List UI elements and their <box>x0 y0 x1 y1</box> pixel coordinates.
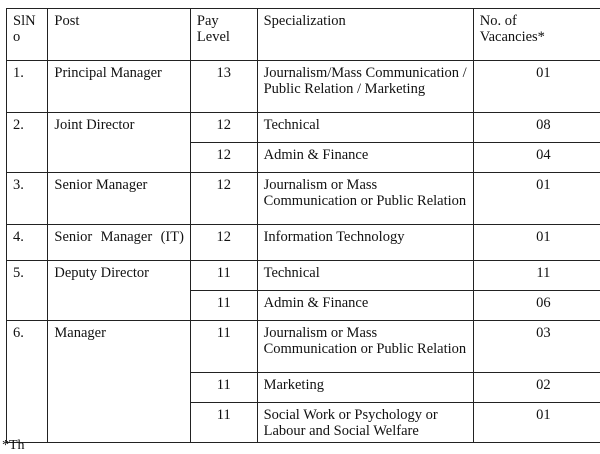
cell-sl: 3. <box>7 173 48 225</box>
header-vacancies <box>473 9 600 61</box>
header-sl-no <box>7 9 48 61</box>
table-row <box>7 61 600 113</box>
cell-pay-level: 12 <box>190 173 257 225</box>
cell-specialization: Marketing <box>257 373 473 403</box>
cell-sl: 6. <box>7 321 48 443</box>
header-specialization: Specialization <box>257 9 473 61</box>
cell-sl: 1. <box>7 61 48 113</box>
cell-vacancies: 11 <box>473 261 600 291</box>
cell-specialization: Admin & Finance <box>257 291 473 321</box>
cell-specialization: Technical <box>257 113 473 143</box>
header-pay-level <box>190 9 257 61</box>
cell-pay-level: 11 <box>190 321 257 373</box>
cell-pay-level: 11 <box>190 403 257 443</box>
table-row <box>7 321 600 373</box>
cell-vacancies: 03 <box>473 321 600 373</box>
cell-sl: 5. <box>7 261 48 321</box>
cell-post: Deputy Director <box>48 261 191 321</box>
cell-vacancies: 04 <box>473 143 600 173</box>
cell-sl: 2. <box>7 113 48 173</box>
cell-vacancies: 01 <box>473 61 600 113</box>
cell-vacancies: 02 <box>473 373 600 403</box>
table-row <box>7 225 600 261</box>
cell-pay-level: 11 <box>190 291 257 321</box>
header-post: Post <box>48 9 191 61</box>
cell-specialization: Journalism or Mass Communication or Public Relation <box>257 321 473 373</box>
cell-specialization: Social Work or Psychology or Labour and Social Welfare <box>257 403 473 443</box>
cell-sl: 4. <box>7 225 48 261</box>
cell-vacancies: 01 <box>473 173 600 225</box>
cell-pay-level: 12 <box>190 113 257 143</box>
cell-pay-level: 11 <box>190 261 257 291</box>
header-vacancies-text: No. of Vacancies* <box>480 13 545 45</box>
table-header-row <box>7 9 600 61</box>
header-sl-no-text: SlN o <box>13 13 36 45</box>
cell-pay-level: 11 <box>190 373 257 403</box>
header-pay-level-text: Pay Level <box>197 13 230 45</box>
cell-post: Manager <box>48 321 191 443</box>
cell-post: Joint Director <box>48 113 191 173</box>
table-row <box>7 173 600 225</box>
cell-vacancies: 01 <box>473 225 600 261</box>
cell-vacancies: 01 <box>473 403 600 443</box>
cell-pay-level: 12 <box>190 225 257 261</box>
cell-specialization: Technical <box>257 261 473 291</box>
footnote-text: *Th <box>2 438 25 454</box>
cell-vacancies: 06 <box>473 291 600 321</box>
cell-specialization: Journalism or Mass Communication or Public Relation <box>257 173 473 225</box>
cell-post: Senior Manager (IT) <box>48 225 191 261</box>
cell-pay-level: 13 <box>190 61 257 113</box>
table-row <box>7 113 600 143</box>
table-row <box>7 261 600 291</box>
vacancy-table <box>6 8 600 443</box>
cell-post: Principal Manager <box>48 61 191 113</box>
cell-post: Senior Manager <box>48 173 191 225</box>
cell-vacancies: 08 <box>473 113 600 143</box>
cell-specialization: Journalism/Mass Communication / Public Relation / Marketing <box>257 61 473 113</box>
cell-pay-level: 12 <box>190 143 257 173</box>
cell-specialization: Information Technology <box>257 225 473 261</box>
cell-specialization: Admin & Finance <box>257 143 473 173</box>
